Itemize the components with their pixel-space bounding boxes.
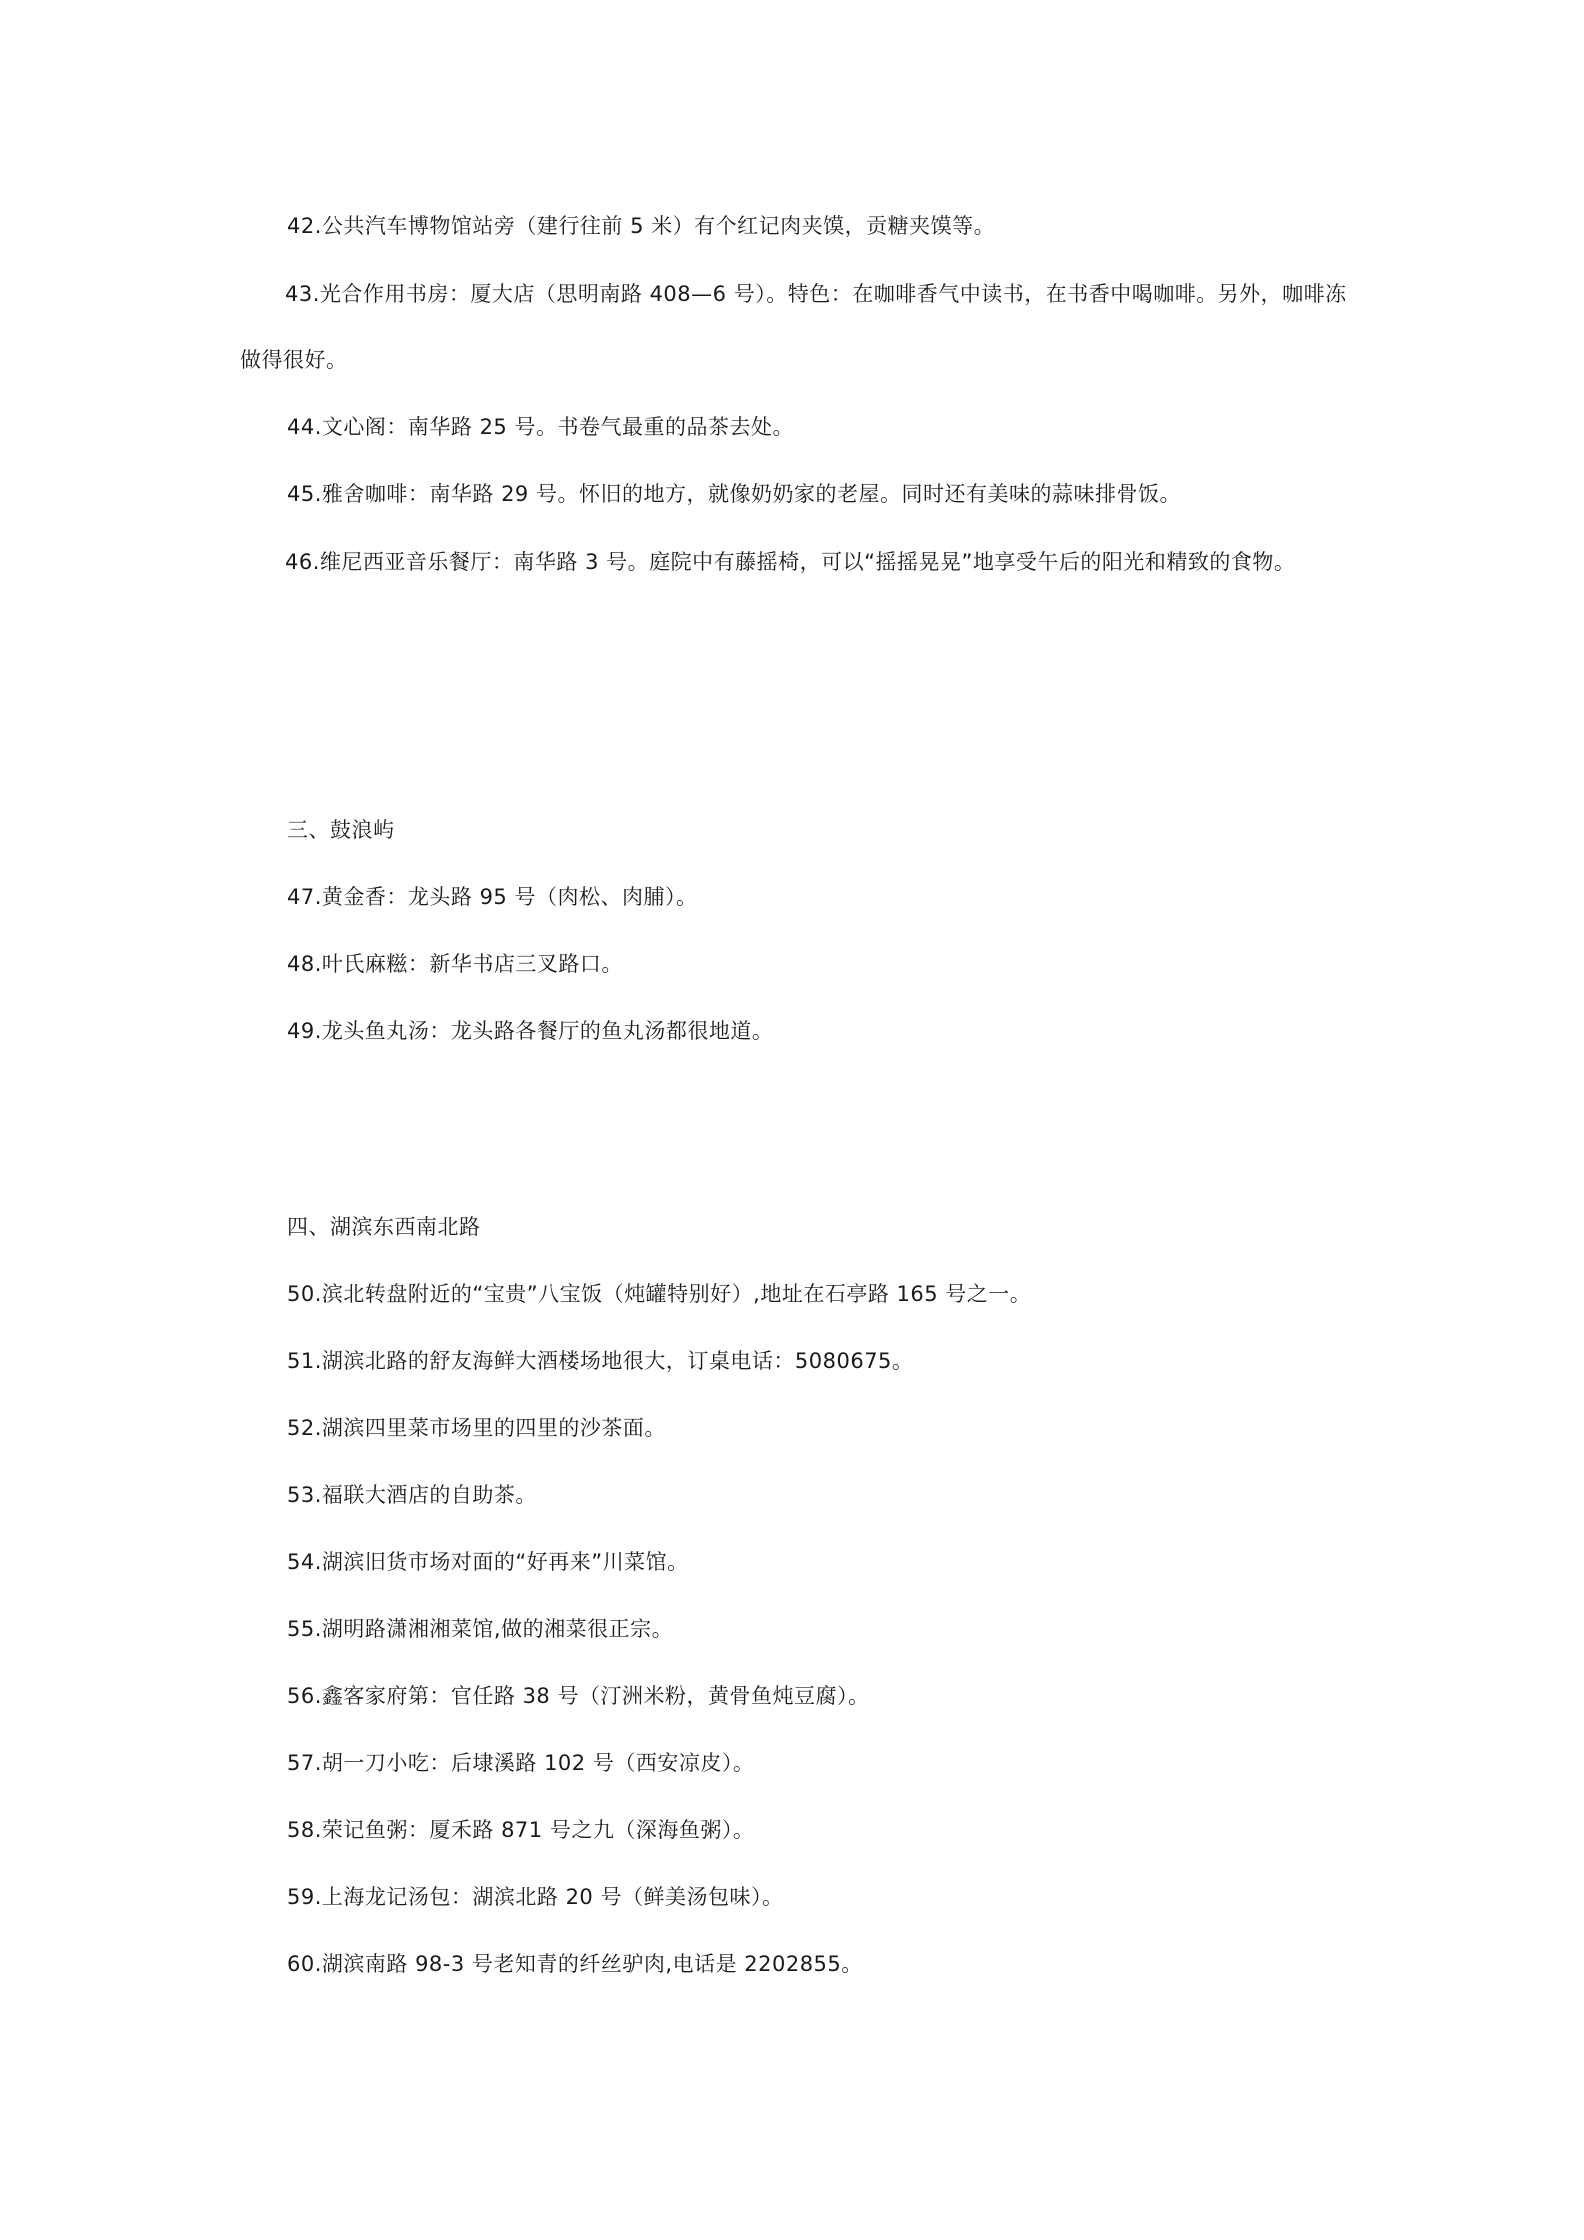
list-item-46: 46.维尼西亚音乐餐厅：南华路 3 号。庭院中有藤摇椅，可以“摇摇晃晃”地享受午后的阳光和精致的食物。 xyxy=(285,550,1296,574)
section-heading-gulangyu: 三、鼓浪屿 xyxy=(287,818,395,842)
list-item-54: 54.湖滨旧货市场对面的“好再来”川菜馆。 xyxy=(287,1550,689,1574)
list-item-50: 50.滨北转盘附近的“宝贵”八宝饭（炖罐特别好）,地址在石亭路 165 号之一。 xyxy=(287,1282,1032,1306)
list-item-52: 52.湖滨四里菜市场里的四里的沙茶面。 xyxy=(287,1416,666,1440)
list-item-47: 47.黄金香：龙头路 95 号（肉松、肉脯）。 xyxy=(287,885,698,909)
list-item-59: 59.上海龙记汤包：湖滨北路 20 号（鲜美汤包味）。 xyxy=(287,1885,784,1909)
section-heading-hubin: 四、湖滨东西南北路 xyxy=(287,1215,481,1239)
list-item-57: 57.胡一刀小吃：后埭溪路 102 号（西安凉皮）。 xyxy=(287,1751,755,1775)
list-item-43: 43.光合作用书房：厦大店（思明南路 408—6 号）。特色：在咖啡香气中读书，在书香中喝咖啡。另外，咖啡冻做得很好。 xyxy=(240,282,1347,372)
list-item-48: 48.叶氏麻糍：新华书店三叉路口。 xyxy=(287,952,623,976)
list-item-58: 58.荣记鱼粥：厦禾路 871 号之九（深海鱼粥）。 xyxy=(287,1818,755,1842)
list-item-55: 55.湖明路潇湘湘菜馆,做的湘菜很正宗。 xyxy=(287,1617,674,1641)
list-item-49: 49.龙头鱼丸汤：龙头路各餐厅的鱼丸汤都很地道。 xyxy=(287,1019,774,1043)
list-item-51: 51.湖滨北路的舒友海鲜大酒楼场地很大，订桌电话：5080675。 xyxy=(287,1349,914,1373)
list-item-42: 42.公共汽车博物馆站旁（建行往前 5 米）有个红记肉夹馍，贡糖夹馍等。 xyxy=(287,214,996,238)
list-item-45: 45.雅舍咖啡：南华路 29 号。怀旧的地方，就像奶奶家的老屋。同时还有美味的蒜味排骨饭。 xyxy=(287,482,1181,506)
list-item-53: 53.福联大酒店的自助茶。 xyxy=(287,1483,537,1507)
list-item-44: 44.文心阁：南华路 25 号。书卷气最重的品茶去处。 xyxy=(287,415,794,439)
list-item-56: 56.鑫客家府第：官任路 38 号（汀洲米粉，黄骨鱼炖豆腐）。 xyxy=(287,1684,870,1708)
list-item-60: 60.湖滨南路 98-3 号老知青的纤丝驴肉,电话是 2202855。 xyxy=(287,1952,863,1976)
